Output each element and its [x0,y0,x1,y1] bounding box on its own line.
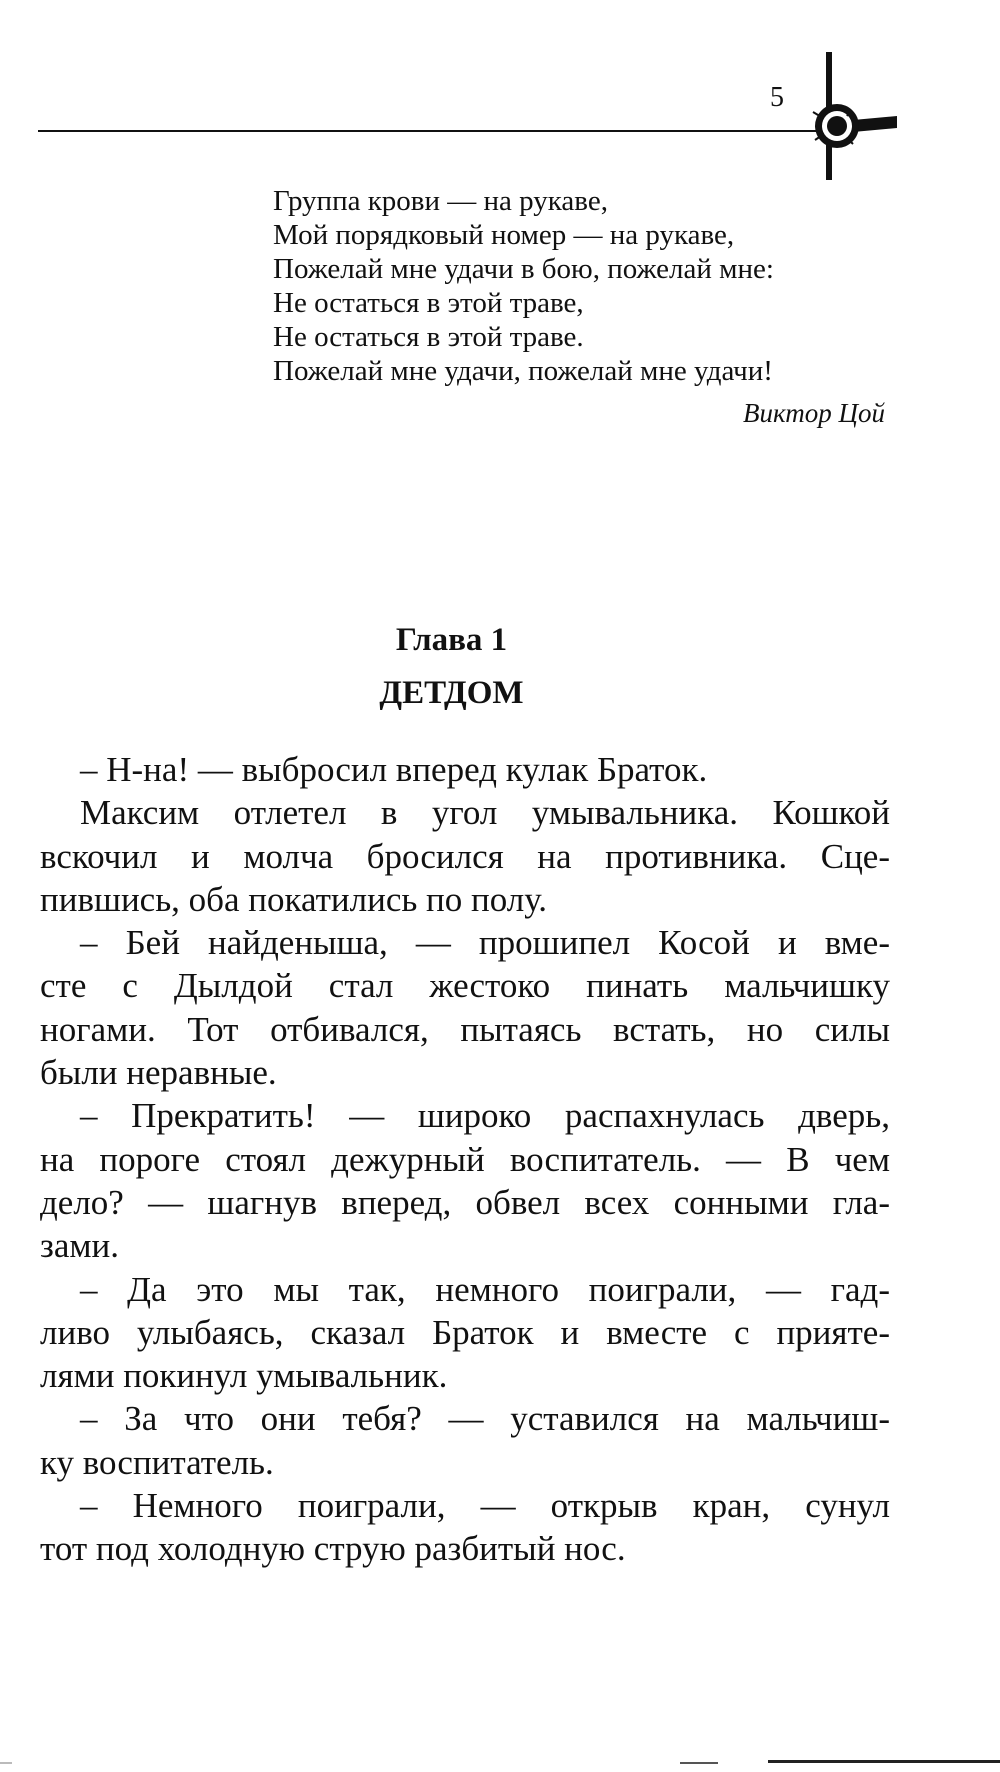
body-line: были неравные. [40,1053,277,1093]
body-line: вскочил и молча бросился на противника. Сце- [40,836,890,876]
body-line: ногами. Тот отбивался, пытаясь встать, но силы [40,1009,890,1049]
body-line: на пороге стоял дежурный воспитатель. — В чем [40,1139,890,1179]
epigraph-line: Пожелай мне удачи, пожелай мне удачи! [273,355,773,387]
body-text [40,748,890,1571]
epigraph-line: Мой порядковый номер — на рукаве, [273,219,735,251]
body-line: – Да это мы так, немного поиграли, — гад- [80,1269,890,1309]
epigraph-line: Группа крови — на рукаве, [273,185,608,217]
epigraph-line: Пожелай мне удачи в бою, пожелай мне: [273,253,774,285]
header-rule [38,130,818,132]
bottom-rule [680,1762,718,1764]
body-line: – Немного поиграли, — открыв кран, сунул [80,1486,890,1526]
body-line: ливо улыбаясь, сказал Браток и вместе с прияте- [40,1312,890,1352]
body-line: пившись, оба покатились по полу. [40,879,548,919]
bottom-rule [768,1760,1000,1763]
body-line: Максим отлетел в угол умывальника. Кошкой [80,793,890,833]
crosshair-icon [793,52,903,182]
body-line: – Н-на! — выбросил вперед кулак Браток. [80,750,708,789]
body-line: тот под холодную струю разбитый нос. [40,1529,626,1569]
body-line: ку воспитатель. [40,1442,274,1482]
epigraph-line: Не остаться в этой траве, [273,287,584,319]
body-line: – Прекратить! — широко распахнулась дверь, [80,1096,890,1136]
body-line: – За что они тебя? — уставился на мальчиш- [80,1399,890,1439]
body-line: лями покинул умывальник. [40,1356,448,1396]
epigraph-author: Виктор Цой [742,398,885,428]
body-line: сте с Дылдой стал жестоко пинать мальчишку [40,966,890,1006]
epigraph-line: Не остаться в этой траве. [273,321,584,353]
epigraph [273,184,893,430]
chapter-number: Глава 1 [395,622,508,658]
body-line: – Бей найденыша, — прошипел Косой и вме- [80,923,890,963]
page-number: 5 [770,82,784,113]
bottom-rule [0,1762,12,1764]
chapter-title: ДЕТДОМ [379,675,524,711]
body-line: зами. [40,1226,119,1266]
body-line: дело? — шагнув вперед, обвел всех сонными гла- [40,1182,890,1222]
